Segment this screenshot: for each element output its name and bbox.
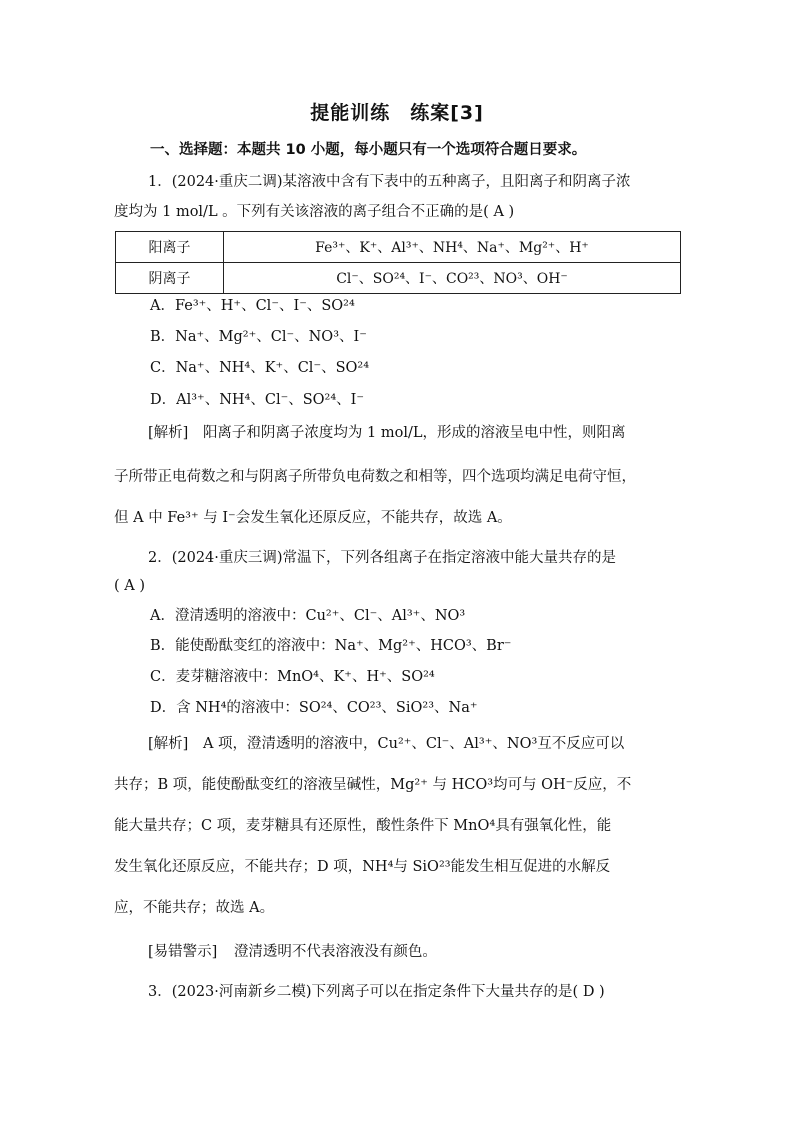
table-row bbox=[116, 232, 681, 263]
q1-stem-line1: 1．(2024·重庆二调)某溶液中含有下表中的五种离子，且阳离子和阴离子浓 bbox=[148, 174, 631, 190]
q2-option-b: B．能使酚酞变红的溶液中：Na⁺、Mg²⁺、HCO³、Br⁻ bbox=[150, 638, 512, 654]
q1-analysis-line2: 子所带正电荷数之和与阴离子所带负电荷数之和相等，四个选项均满足电荷守恒， bbox=[114, 469, 636, 485]
section-heading: 一、选择题：本题共 10 小题，每小题只有一个选项符合题日要求。 bbox=[150, 142, 587, 158]
q2-warning bbox=[148, 942, 437, 962]
warning-text: 澄清透明不代表溶液没有颜色。 bbox=[233, 944, 437, 960]
page-title: 提能训练 练案[3] bbox=[310, 102, 484, 124]
cation-label: 阳离子 bbox=[116, 232, 224, 263]
q2-option-d: D．含 NH⁴的溶液中：SO²⁴、CO²³、SiO²³、Na⁺ bbox=[150, 700, 478, 716]
q1-option-d: D．Al³⁺、NH⁴、Cl⁻、SO²⁴、I⁻ bbox=[150, 392, 365, 408]
q2-analysis-line4: 发生氧化还原反应，不能共存；D 项，NH⁴与 SiO²³能发生相互促进的水解反 bbox=[114, 859, 611, 875]
anion-label: 阴离子 bbox=[116, 263, 224, 294]
warning-tag: [易错警示] bbox=[148, 944, 218, 960]
q3-stem-line1: 3．(2023·河南新乡二模)下列离子可以在指定条件下大量共存的是( D ) bbox=[148, 984, 605, 1000]
q1-analysis-line3: 但 A 中 Fe³⁺ 与 I⁻会发生氧化还原反应，不能共存，故选 A。 bbox=[114, 510, 512, 526]
analysis-text: 阳离子和阴离子浓度均为 1 mol/L，形成的溶液呈电中性，则阳离 bbox=[202, 425, 626, 441]
q2-analysis-line5: 应，不能共存；故选 A。 bbox=[114, 900, 275, 916]
analysis-tag: [解析] bbox=[148, 736, 189, 752]
table-row bbox=[116, 263, 681, 294]
cation-values: Fe³⁺、K⁺、Al³⁺、NH⁴、Na⁺、Mg²⁺、H⁺ bbox=[224, 232, 681, 263]
q1-analysis-line1 bbox=[148, 423, 626, 443]
anion-values: Cl⁻、SO²⁴、I⁻、CO²³、NO³、OH⁻ bbox=[224, 263, 681, 294]
q2-analysis-line3: 能大量共存；C 项，麦芽糖具有还原性，酸性条件下 MnO⁴具有强氧化性，能 bbox=[114, 818, 612, 834]
q2-analysis-line2: 共存；B 项，能使酚酞变红的溶液呈碱性，Mg²⁺ 与 HCO³均可与 OH⁻反应，不 bbox=[114, 777, 632, 793]
analysis-tag: [解析] bbox=[148, 425, 189, 441]
q2-analysis-line1 bbox=[148, 734, 624, 754]
analysis-text: A 项，澄清透明的溶液中，Cu²⁺、Cl⁻、Al³⁺、NO³互不反应可以 bbox=[202, 736, 625, 752]
q2-stem-line2: ( A ) bbox=[114, 578, 146, 594]
q2-option-c: C．麦芽糖溶液中：MnO⁴、K⁺、H⁺、SO²⁴ bbox=[150, 669, 435, 685]
q1-stem-line2: 度均为 1 mol/L 。下列有关该溶液的离子组合不正确的是( A ) bbox=[114, 204, 515, 220]
q1-option-a: A．Fe³⁺、H⁺、Cl⁻、I⁻、SO²⁴ bbox=[150, 298, 355, 314]
ion-table bbox=[115, 231, 681, 294]
q2-stem-line1: 2．(2024·重庆三调)常温下，下列各组离子在指定溶液中能大量共存的是 bbox=[148, 550, 617, 566]
q1-option-c: C．Na⁺、NH⁴、K⁺、Cl⁻、SO²⁴ bbox=[150, 360, 370, 376]
q2-option-a: A．澄清透明的溶液中：Cu²⁺、Cl⁻、Al³⁺、NO³ bbox=[150, 608, 466, 624]
q1-option-b: B．Na⁺、Mg²⁺、Cl⁻、NO³、I⁻ bbox=[150, 329, 367, 345]
